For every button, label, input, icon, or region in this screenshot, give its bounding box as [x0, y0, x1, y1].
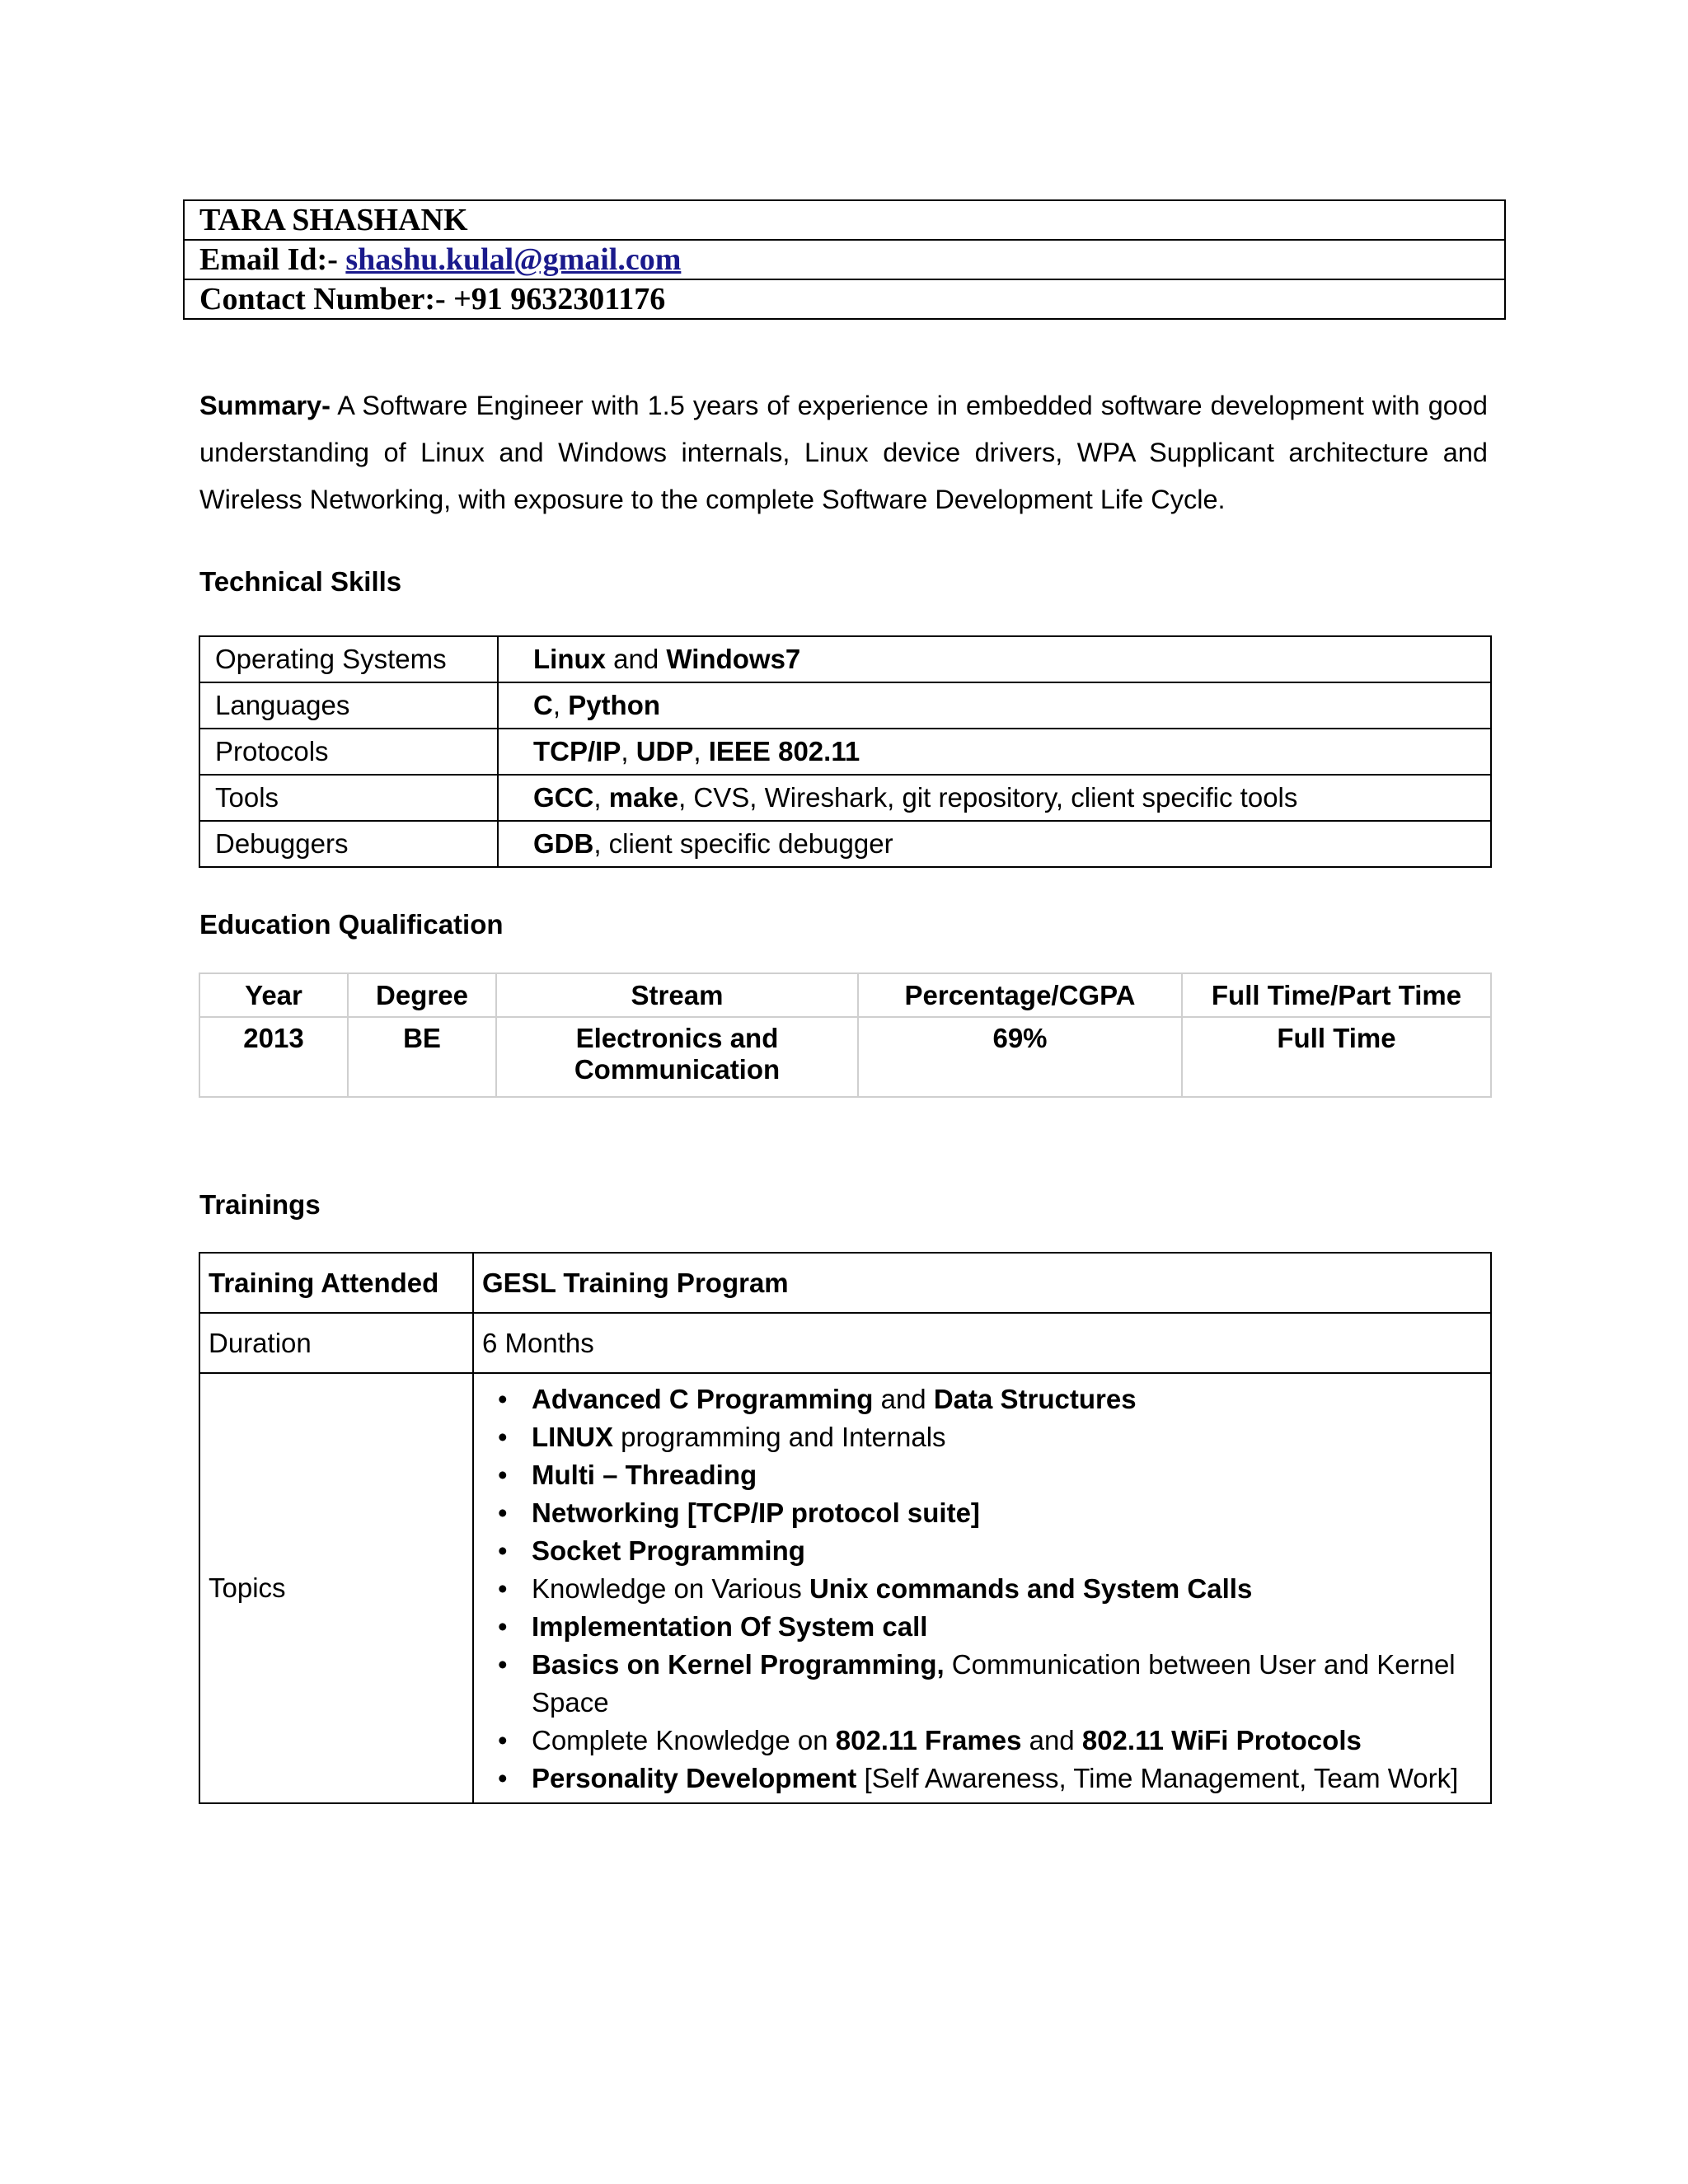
skill-row [199, 729, 1491, 775]
bold-text: Implementation Of System call [532, 1611, 928, 1642]
trainings-heading: Trainings [199, 1189, 321, 1220]
bold-text: GCC [533, 782, 594, 813]
skill-values [498, 729, 1491, 775]
topics-cell [473, 1373, 1491, 1803]
text: programming and Internals [613, 1422, 946, 1452]
topics-list [474, 1374, 1490, 1802]
education-row [199, 1017, 1491, 1097]
bullet-icon: • [498, 1535, 508, 1566]
bold-text: GDB [533, 828, 594, 859]
text: , [693, 736, 709, 766]
topic-item [474, 1494, 1490, 1532]
text: , CVS, Wireshark, git repository, client specific tools [678, 782, 1298, 813]
header-degree: Degree [348, 973, 496, 1017]
header-year: Year [199, 973, 348, 1017]
header-percentage: Percentage/CGPA [858, 973, 1182, 1017]
topic-item [474, 1608, 1490, 1646]
education-heading: Education Qualification [199, 909, 504, 940]
skill-row [199, 682, 1491, 729]
cell-year: 2013 [199, 1017, 348, 1097]
skill-category: Protocols [199, 729, 498, 775]
bold-text: IEEE 802.11 [708, 736, 860, 766]
training-attended-row [199, 1253, 1491, 1313]
education-table [199, 972, 1492, 1098]
bullet-icon: • [498, 1649, 508, 1680]
text: and [606, 644, 667, 674]
topic-item [474, 1532, 1490, 1570]
text: , [593, 782, 609, 813]
technical-skills-heading: Technical Skills [199, 566, 402, 597]
text: , [552, 690, 569, 720]
cell-percentage: 69% [858, 1017, 1182, 1097]
bold-text: Python [568, 690, 661, 720]
topics-row [199, 1373, 1491, 1803]
bold-text: 802.11 WiFi Protocols [1081, 1725, 1362, 1755]
contact-row [184, 279, 1505, 319]
stream-line-2: Communication [574, 1054, 781, 1085]
bold-text: Windows7 [666, 644, 801, 674]
skill-category: Operating Systems [199, 636, 498, 682]
text: , client specific debugger [593, 828, 893, 859]
contact-label: Contact Number:- [199, 282, 454, 316]
skill-category: Tools [199, 775, 498, 821]
contact-number: +91 9632301176 [453, 282, 666, 316]
text: Complete Knowledge on [532, 1725, 836, 1755]
skill-values [498, 636, 1491, 682]
bold-text: LINUX [532, 1422, 613, 1452]
email-link[interactable]: shashu.kulal@gmail.com [345, 242, 682, 277]
bold-text: Networking [TCP/IP protocol suite] [532, 1497, 980, 1528]
header-stream: Stream [496, 973, 858, 1017]
bold-text: TCP/IP [533, 736, 621, 766]
bold-text: Data Structures [933, 1384, 1137, 1414]
text: and [873, 1384, 934, 1414]
trainings-table [199, 1252, 1492, 1804]
bullet-icon: • [498, 1497, 508, 1528]
topics-label: Topics [199, 1373, 473, 1803]
text: , [621, 736, 636, 766]
skill-category: Languages [199, 682, 498, 729]
summary-label: Summary- [199, 391, 331, 420]
summary-paragraph [199, 382, 1488, 523]
topic-item [474, 1646, 1490, 1722]
topic-item [474, 1722, 1490, 1760]
topic-item [474, 1760, 1490, 1797]
text: Communication between User and Kernel Space [532, 1649, 1456, 1718]
duration-row [199, 1313, 1491, 1373]
bold-text: Basics on Kernel Programming, [532, 1649, 945, 1680]
text: [Self Awareness, Time Management, Team Work] [856, 1763, 1459, 1793]
duration-value: 6 Months [473, 1313, 1491, 1373]
text: and [1021, 1725, 1082, 1755]
skill-category: Debuggers [199, 821, 498, 867]
stream-line-1: Electronics and [575, 1023, 779, 1053]
text: Knowledge on Various [532, 1573, 809, 1604]
header-mode: Full Time/Part Time [1182, 973, 1491, 1017]
topic-item [474, 1570, 1490, 1608]
training-attended-value: GESL Training Program [473, 1253, 1491, 1313]
bullet-icon: • [498, 1725, 508, 1755]
skill-row [199, 775, 1491, 821]
bold-text: Personality Development [532, 1763, 857, 1793]
topic-item [474, 1456, 1490, 1494]
duration-label: Duration [199, 1313, 473, 1373]
bullet-icon: • [498, 1763, 508, 1793]
bold-text: make [608, 782, 679, 813]
candidate-name: TARA SHASHANK [184, 200, 1505, 240]
bold-text: Multi – Threading [532, 1460, 757, 1490]
email-row [184, 240, 1505, 279]
bold-text: Socket Programming [532, 1535, 805, 1566]
cell-mode: Full Time [1182, 1017, 1491, 1097]
cell-degree: BE [348, 1017, 496, 1097]
training-attended-label: Training Attended [199, 1253, 473, 1313]
bullet-icon: • [498, 1573, 508, 1604]
skill-values [498, 682, 1491, 729]
bullet-icon: • [498, 1422, 508, 1452]
bold-text: 802.11 Frames [835, 1725, 1022, 1755]
skill-values [498, 775, 1491, 821]
bold-text: Unix commands and System Calls [809, 1573, 1253, 1604]
bullet-icon: • [498, 1611, 508, 1642]
topic-item [474, 1418, 1490, 1456]
bold-text: C [533, 690, 553, 720]
skill-row [199, 636, 1491, 682]
skill-row [199, 821, 1491, 867]
email-label: Email Id:- [199, 242, 346, 277]
bullet-icon: • [498, 1460, 508, 1490]
bold-text: Linux [533, 644, 606, 674]
technical-skills-table [199, 635, 1492, 868]
bold-text: UDP [635, 736, 694, 766]
contact-header [183, 199, 1506, 320]
summary-text: A Software Engineer with 1.5 years of experience in embedded software development with good understanding of Linux and Windows internals, Linux device drivers, WPA Supplicant architecture and Wireless Networking, with exposure to the complete Software Development Life Cycle. [199, 391, 1488, 514]
cell-stream [496, 1017, 858, 1097]
bold-text: Advanced C Programming [532, 1384, 874, 1414]
skill-values [498, 821, 1491, 867]
education-header-row [199, 973, 1491, 1017]
topic-item [474, 1380, 1490, 1418]
bullet-icon: • [498, 1384, 508, 1414]
